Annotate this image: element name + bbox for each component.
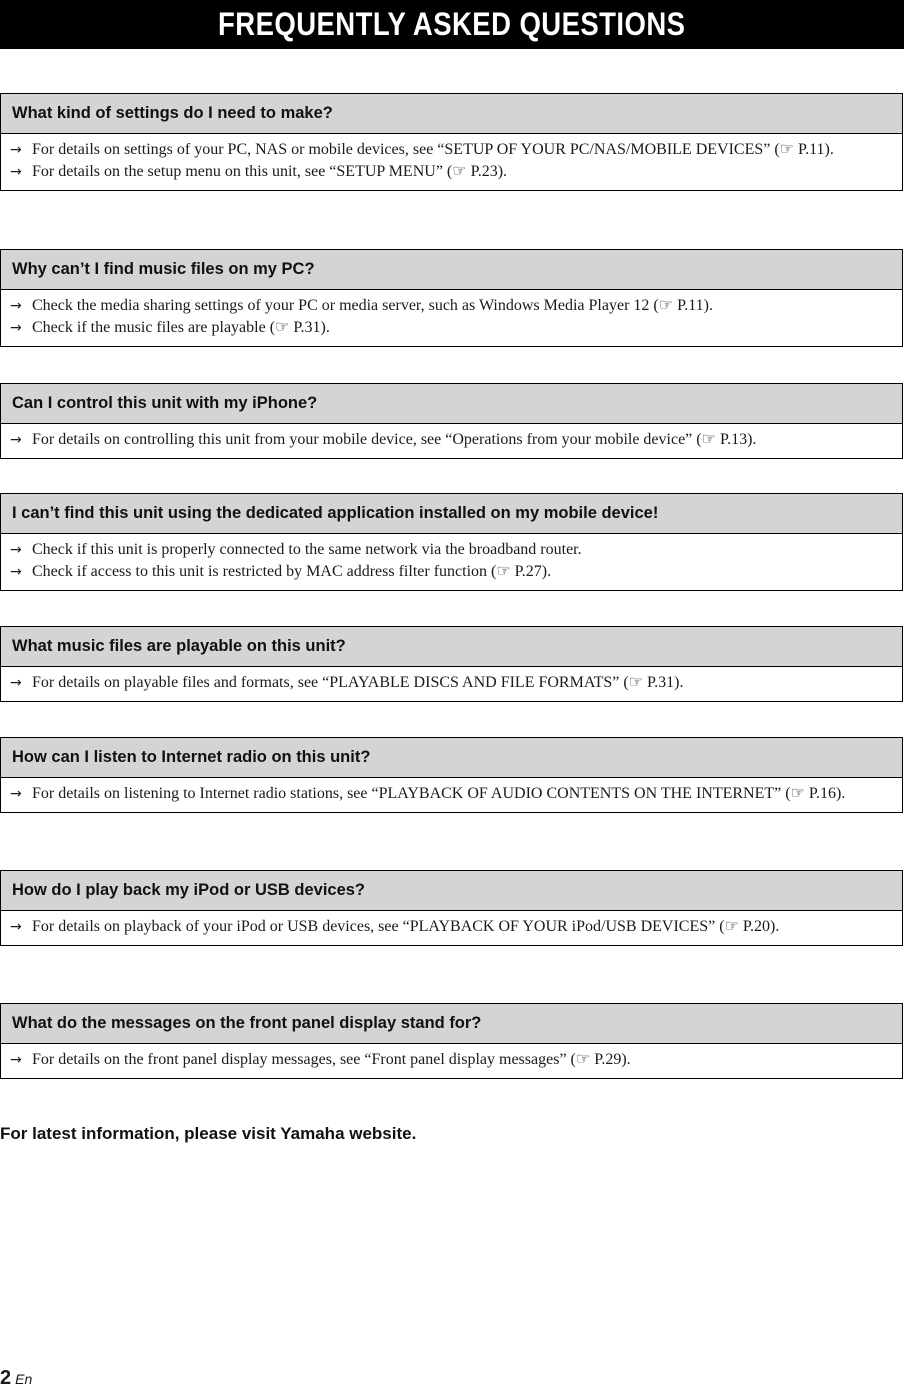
arrow-right-icon: → — [10, 320, 22, 336]
faq-answer — [1, 424, 902, 458]
faq-answer — [1, 134, 902, 190]
answer-line — [10, 1049, 894, 1071]
page-title: FREQUENTLY ASKED QUESTIONS — [218, 6, 686, 42]
faq-question: What kind of settings do I need to make? — [1, 94, 902, 134]
faq-question: What do the messages on the front panel display stand for? — [1, 1004, 902, 1044]
faq-block-iphone — [0, 383, 903, 459]
answer-line — [10, 916, 894, 938]
answer-text: For details on the setup menu on this unit, see “SETUP MENU” (☞ P.23). — [32, 163, 508, 180]
arrow-right-icon: → — [10, 786, 22, 802]
arrow-right-icon: → — [10, 298, 22, 314]
page-number-value: 2 — [0, 1367, 12, 1389]
answer-line — [10, 161, 894, 183]
arrow-right-icon: → — [10, 142, 22, 158]
faq-question: Can I control this unit with my iPhone? — [1, 384, 902, 424]
arrow-right-icon: → — [10, 542, 22, 558]
faq-question: Why can’t I find music files on my PC? — [1, 250, 902, 290]
answer-text: For details on playback of your iPod or USB devices, see “PLAYBACK OF YOUR iPod/USB DEVICES” (☞ P.20). — [32, 918, 780, 935]
arrow-right-icon: → — [10, 432, 22, 448]
faq-question: I can’t find this unit using the dedicated application installed on my mobile device! — [1, 494, 902, 534]
faq-answer — [1, 778, 902, 812]
page-language: En — [15, 1371, 33, 1387]
page-number — [0, 1367, 32, 1390]
answer-line — [10, 783, 894, 805]
faq-answer — [1, 290, 902, 346]
answer-text: For details on settings of your PC, NAS or mobile devices, see “SETUP OF YOUR PC/NAS/MOBILE DEVICES” (☞ P.11). — [32, 141, 834, 158]
arrow-right-icon: → — [10, 675, 22, 691]
answer-text: Check the media sharing settings of your PC or media server, such as Windows Media Player 12 (☞ P.11). — [32, 297, 713, 314]
faq-question: What music files are playable on this unit? — [1, 627, 902, 667]
faq-block-music-files — [0, 249, 903, 347]
faq-answer — [1, 911, 902, 945]
footer-note: For latest information, please visit Yamaha website. — [0, 1124, 417, 1143]
faq-block-find-unit — [0, 493, 903, 591]
faq-block-internet-radio — [0, 737, 903, 813]
answer-line — [10, 561, 894, 583]
faq-block-playable-files — [0, 626, 903, 702]
faq-answer — [1, 1044, 902, 1078]
answer-text: Check if access to this unit is restricted by MAC address filter function (☞ P.27). — [32, 563, 552, 580]
arrow-right-icon: → — [10, 564, 22, 580]
answer-text: Check if this unit is properly connected to the same network via the broadband router. — [32, 541, 582, 558]
faq-question: How do I play back my iPod or USB devices? — [1, 871, 902, 911]
answer-line — [10, 317, 894, 339]
answer-line — [10, 139, 894, 161]
answer-text: For details on controlling this unit from your mobile device, see “Operations from your mobile device” (☞ P.13). — [32, 431, 757, 448]
faq-answer — [1, 667, 902, 701]
arrow-right-icon: → — [10, 164, 22, 180]
answer-text: For details on listening to Internet radio stations, see “PLAYBACK OF AUDIO CONTENTS ON THE INTERNET” (☞ P.16). — [32, 785, 846, 802]
answer-text: For details on the front panel display messages, see “Front panel display messages” (☞ P.29). — [32, 1051, 631, 1068]
faq-answer — [1, 534, 902, 590]
faq-block-settings — [0, 93, 903, 191]
answer-line — [10, 539, 894, 561]
faq-block-front-panel — [0, 1003, 903, 1079]
faq-question: How can I listen to Internet radio on this unit? — [1, 738, 902, 778]
arrow-right-icon: → — [10, 919, 22, 935]
answer-text: Check if the music files are playable (☞ P.31). — [32, 319, 330, 336]
answer-line — [10, 429, 894, 451]
answer-text: For details on playable files and formats, see “PLAYABLE DISCS AND FILE FORMATS” (☞ P.31). — [32, 674, 684, 691]
arrow-right-icon: → — [10, 1052, 22, 1068]
title-bar — [0, 0, 904, 49]
answer-line — [10, 295, 894, 317]
answer-line — [10, 672, 894, 694]
faq-block-ipod-usb — [0, 870, 903, 946]
